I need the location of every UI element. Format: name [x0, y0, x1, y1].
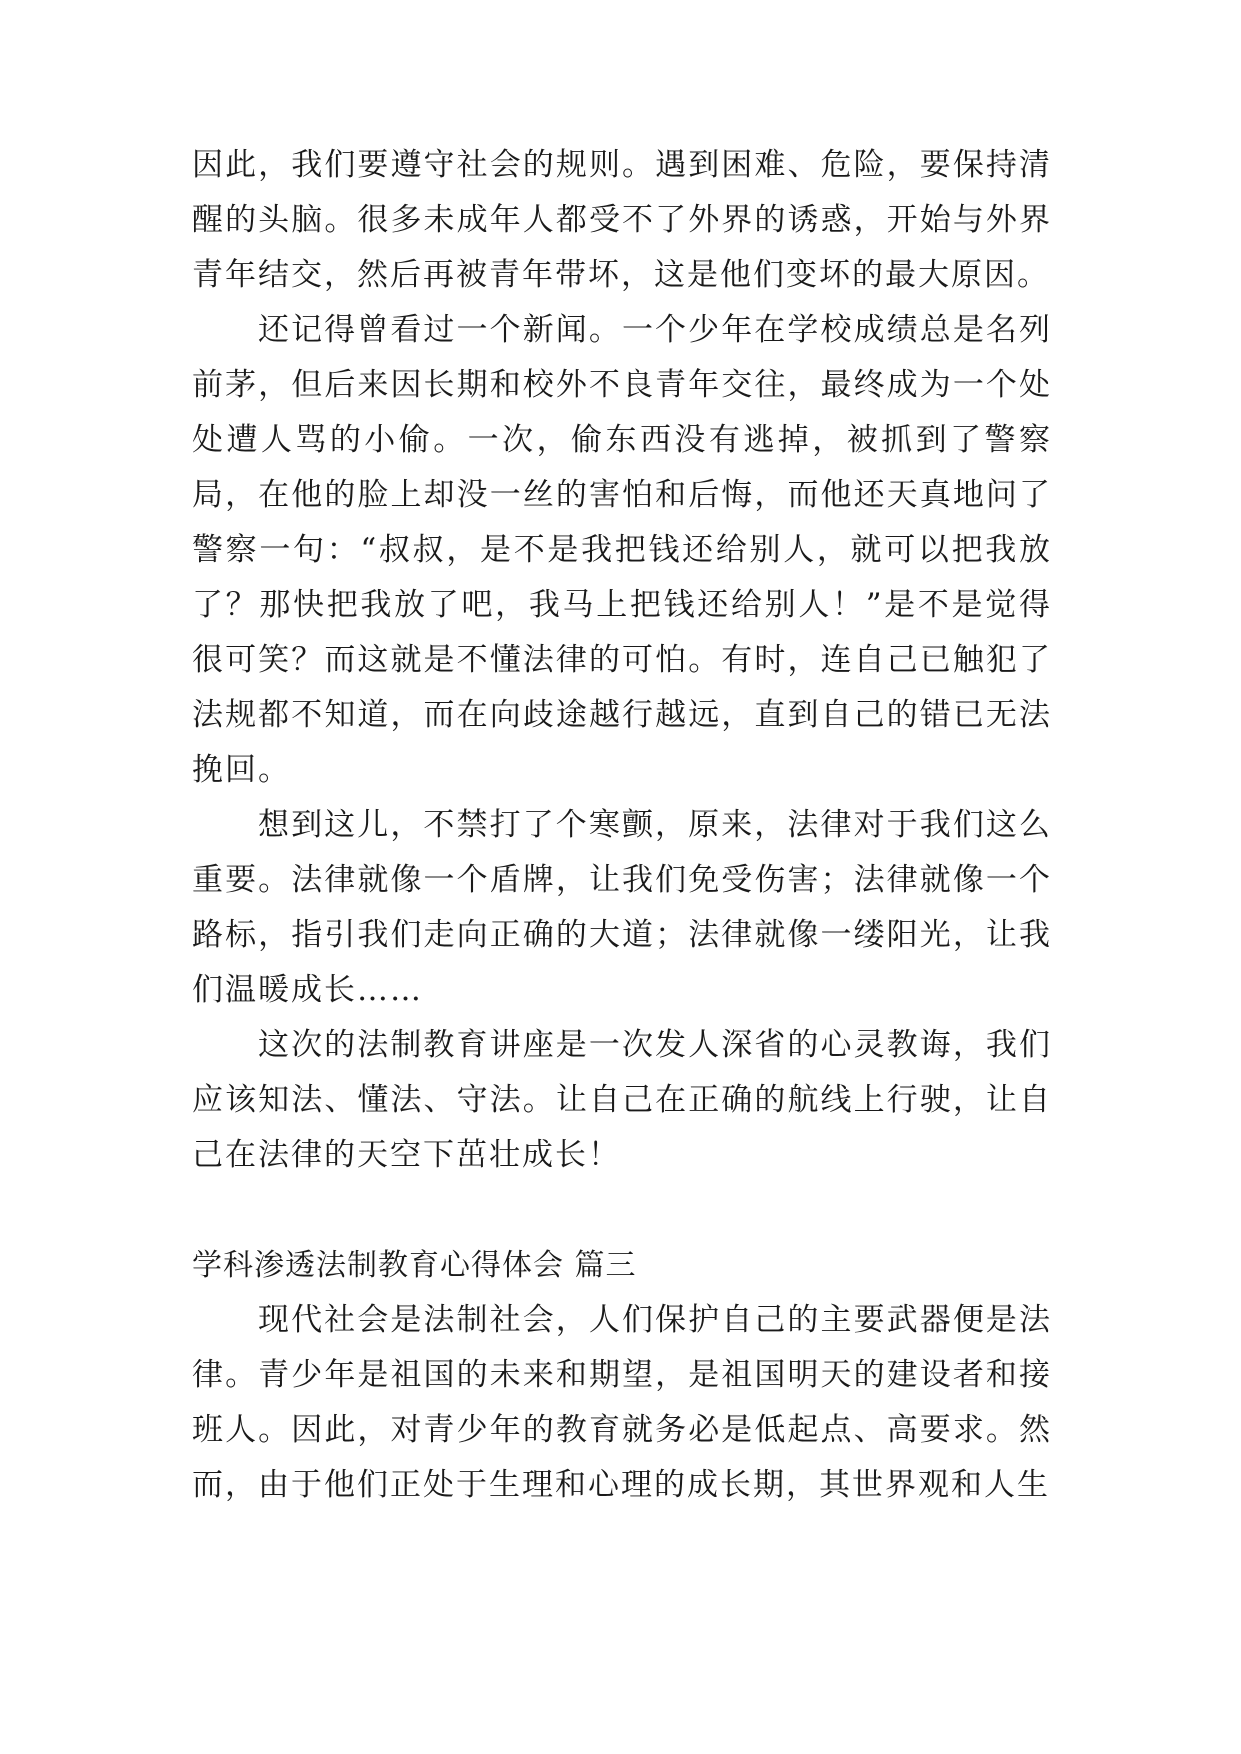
document-body: [192, 138, 1052, 1513]
paragraph-5: 现代社会是法制社会，人们保护自己的主要武器便是法律。青少年是祖国的未来和期望，是祖国明天的建设者和接班人。因此，对青少年的教育就务必是低起点、高要求。然而，由于他们正处于生理和心理的成长期，其世界观和人生: [192, 1302, 1052, 1503]
paragraph-1: 因此，我们要遵守社会的规则。遇到困难、危险，要保持清醒的头脑。很多未成年人都受不了外界的诱惑，开始与外界青年结交，然后再被青年带坏，这是他们变坏的最大原因。: [192, 147, 1052, 293]
paragraph-2: 还记得曾看过一个新闻。一个少年在学校成绩总是名列前茅，但后来因长期和校外不良青年交往，最终成为一个处处遭人骂的小偷。一次，偷东西没有逃掉，被抓到了警察局，在他的脸上却没一丝的害怕和后悔，而他还天真地问了警察一句：“叔叔，是不是我把钱还给别人，就可以把我放了？那快把我放了吧，我马上把钱还给别人！”是不是觉得很可笑？而这就是不懂法律的可怕。有时，连自己已触犯了法规都不知道，而在向歧途越行越远，直到自己的错已无法挽回。: [192, 312, 1052, 788]
paragraph-4: 这次的法制教育讲座是一次发人深省的心灵教诲，我们应该知法、懂法、守法。让自己在正确的航线上行驶，让自己在法律的天空下茁壮成长！: [192, 1027, 1052, 1173]
paragraph-3: 想到这儿，不禁打了个寒颤，原来，法律对于我们这么重要。法律就像一个盾牌，让我们免受伤害；法律就像一个路标，指引我们走向正确的大道；法律就像一缕阳光，让我们温暖成长……: [192, 807, 1052, 1008]
section-heading: 学科渗透法制教育心得体会 篇三: [192, 1248, 637, 1283]
